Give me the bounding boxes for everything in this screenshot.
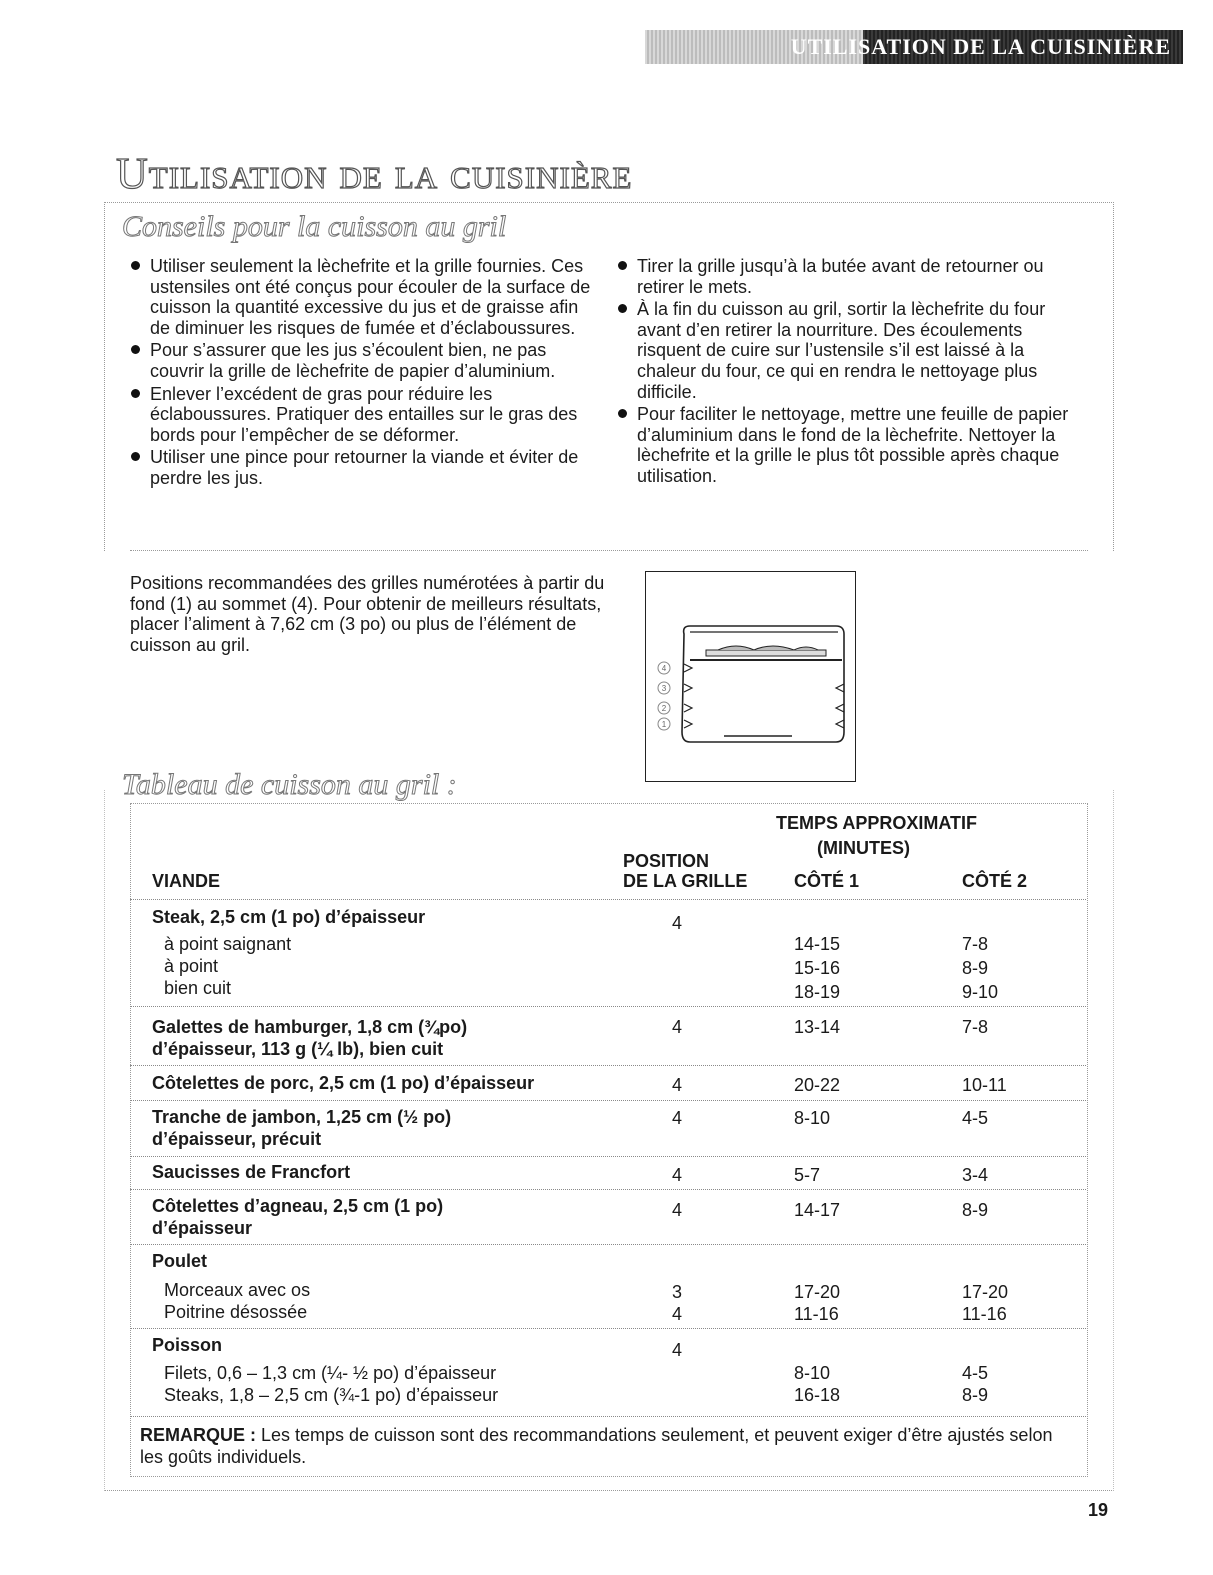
poisson-pos: 4 <box>672 1340 683 1360</box>
head-meat: VIANDE <box>152 871 221 891</box>
table-row: à point <box>164 956 219 976</box>
row-divider <box>130 899 1086 900</box>
cell-side1: 20-22 <box>794 1075 841 1095</box>
cell-side1: 17-20 <box>794 1282 841 1302</box>
cell-side2: 7-8 <box>962 934 989 954</box>
table-row: à point saignant <box>164 934 292 954</box>
table-row-poisson-name: Poisson <box>152 1335 223 1355</box>
table-row-poulet-name: Poulet <box>152 1251 208 1271</box>
steak-pos: 4 <box>672 913 683 933</box>
cell-side2: 9-10 <box>962 982 999 1002</box>
remark-label: REMARQUE : <box>140 1425 256 1445</box>
row-divider <box>130 1100 1086 1101</box>
row-divider <box>130 1189 1086 1190</box>
cell-pos: 3 <box>672 1282 683 1302</box>
tips-right <box>615 256 1085 489</box>
agneau-pos: 4 <box>672 1200 683 1220</box>
cell-side2: 3-4 <box>962 1165 989 1185</box>
oven-rack-diagram <box>645 571 856 782</box>
row-divider <box>130 1328 1086 1329</box>
rack-number: 4 <box>661 664 667 673</box>
head-side-2: CÔTÉ 2 <box>962 871 1028 891</box>
tip-item: Pour faciliter le nettoyage, mettre une feuille de papier d’aluminium dans le fond de la lèchefrite. Nettoyer la lèchefrite et la grille le plus tôt possible après chaque utilisation. <box>615 404 1085 486</box>
tip-item: Utiliser seulement la lèchefrite et la grille fournies. Ces ustensiles ont été conçus pour écouler de la surface de cuisson la quantité excessive du jus et de graisse afin de diminuer les risques de fumée et d’éclaboussures. <box>128 256 600 338</box>
cell-side2: 17-20 <box>962 1282 1009 1302</box>
page-title: Utilisation de la cuisinière <box>116 149 633 198</box>
tips-left <box>128 256 600 491</box>
cell-side1: 5-7 <box>794 1165 821 1185</box>
row-divider <box>130 1244 1086 1245</box>
cell-side2: 8-9 <box>962 958 989 978</box>
cell-side2: 4-5 <box>962 1108 989 1128</box>
table-row: Filets, 0,6 – 1,3 cm (¼- ½ po) d’épaisseur <box>164 1363 497 1383</box>
cell-side1: 14-17 <box>794 1200 841 1220</box>
rack-position-text: Positions recommandées des grilles numérotées à partir du fond (1) au sommet (4). Pour obtenir de meilleurs résultats, placer l’aliment à 7,62 cm (3 po) ou plus de l’élément de cuisson au gril. <box>130 573 605 655</box>
cell-side2: 7-8 <box>962 1017 989 1037</box>
cell-side1: 14-15 <box>794 934 841 954</box>
table-row-agneau-name: Côtelettes d’agneau, 2,5 cm (1 po) <box>152 1196 444 1216</box>
oven-illustration <box>646 572 854 780</box>
cell-side2: 8-9 <box>962 1200 989 1220</box>
hamburger-pos: 4 <box>672 1017 683 1037</box>
head-time-2: (MINUTES) <box>817 838 910 858</box>
table-row-jambon-name: Tranche de jambon, 1,25 cm (½ po) <box>152 1107 452 1127</box>
row-divider <box>130 1416 1086 1417</box>
table-row-porc-name: Côtelettes de porc, 2,5 cm (1 po) d’épaisseur <box>152 1073 535 1093</box>
head-pos-1: POSITION <box>623 851 710 871</box>
tip-item: À la fin du cuisson au gril, sortir la lèchefrite du four avant d’en retirer la nourriture. Des écoulements risquent de cuire sur l’ustensile s’il est laissé à la chaleur du four, ce qui en rendra le nettoyage plus difficile. <box>615 299 1085 402</box>
table-row: Morceaux avec os <box>164 1280 311 1300</box>
table-row: Steaks, 1,8 – 2,5 cm (¾-1 po) d’épaisseur <box>164 1385 499 1405</box>
cell-side2: 10-11 <box>962 1075 1007 1095</box>
table-row-agneau-name-2: d’épaisseur <box>152 1218 253 1238</box>
tip-item: Enlever l’excédent de gras pour réduire les éclaboussures. Pratiquer des entailles sur le gras des bords pour l’empêcher de se déformer. <box>128 384 600 446</box>
header-banner-text: UTILISATION DE LA CUISINIÈRE <box>790 34 1171 59</box>
rack-number: 1 <box>661 720 667 729</box>
cell-side1: 18-19 <box>794 982 841 1002</box>
cell-side2: 4-5 <box>962 1363 989 1383</box>
divider <box>130 550 1088 551</box>
francfort-pos: 4 <box>672 1165 683 1185</box>
head-pos-2: DE LA GRILLE <box>623 871 748 891</box>
table-title: Tableau de cuisson au gril : <box>122 768 457 801</box>
remark-text: Les temps de cuisson sont des recommandations seulement, et peuvent exiger d’être ajustés selon les goûts individuels. <box>140 1425 1053 1467</box>
table-row: bien cuit <box>164 978 232 998</box>
cell-pos: 4 <box>672 1304 683 1324</box>
tip-item: Utiliser une pince pour retourner la viande et éviter de perdre les jus. <box>128 447 600 488</box>
row-divider <box>130 1006 1086 1007</box>
rack-number: 2 <box>661 704 667 713</box>
head-side-1: CÔTÉ 1 <box>794 871 860 891</box>
remark <box>140 1424 1070 1468</box>
table-row-hamburger-name: Galettes de hamburger, 1,8 cm (¾po) <box>152 1017 468 1037</box>
header-banner <box>645 30 1183 64</box>
table-row-francfort-name: Saucisses de Francfort <box>152 1162 351 1182</box>
row-divider <box>130 1065 1086 1066</box>
cell-side1: 15-16 <box>794 958 841 978</box>
table-row: Poitrine désossée <box>164 1302 308 1322</box>
cell-side1: 8-10 <box>794 1108 831 1128</box>
table-row-steak-name: Steak, 2,5 cm (1 po) d’épaisseur <box>152 907 426 927</box>
head-time-1: TEMPS APPROXIMATIF <box>776 813 978 833</box>
jambon-pos: 4 <box>672 1108 683 1128</box>
rack-number: 3 <box>661 684 667 693</box>
page-number: 19 <box>1088 1500 1109 1520</box>
tip-item: Pour s’assurer que les jus s’écoulent bien, ne pas couvrir la grille de lèchefrite de papier d’aluminium. <box>128 340 600 381</box>
section-subtitle: Conseils pour la cuisson au gril <box>122 210 507 243</box>
tip-item: Tirer la grille jusqu’à la butée avant de retourner ou retirer le mets. <box>615 256 1085 297</box>
cell-side1: 16-18 <box>794 1385 841 1405</box>
table-row-jambon-name-2: d’épaisseur, précuit <box>152 1129 322 1149</box>
table-row-hamburger-name-2: d’épaisseur, 113 g (¼ lb), bien cuit <box>152 1039 444 1059</box>
cell-side1: 13-14 <box>794 1017 841 1037</box>
porc-pos: 4 <box>672 1075 683 1095</box>
cell-side1: 8-10 <box>794 1363 831 1383</box>
row-divider <box>130 1156 1086 1157</box>
cell-side2: 8-9 <box>962 1385 989 1405</box>
cell-side1: 11-16 <box>794 1304 839 1324</box>
cell-side2: 11-16 <box>962 1304 1007 1324</box>
